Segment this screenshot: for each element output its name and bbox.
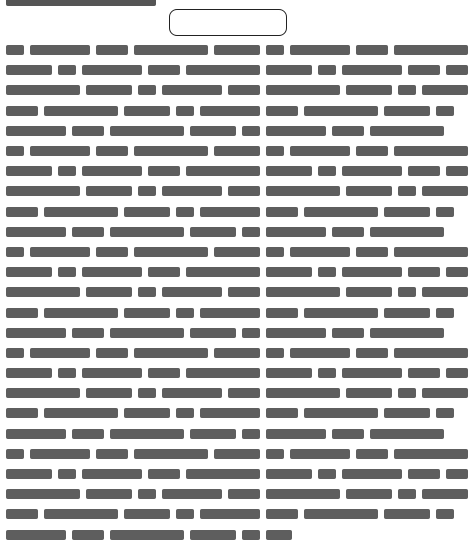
word-mark — [86, 186, 132, 196]
word-mark — [398, 287, 416, 297]
word-mark — [6, 328, 66, 338]
word-mark — [110, 429, 184, 439]
word-mark — [190, 126, 236, 136]
word-mark — [186, 267, 260, 277]
word-mark — [72, 530, 104, 540]
word-mark — [162, 186, 222, 196]
word-mark — [148, 368, 180, 378]
word-mark — [266, 106, 298, 116]
word-mark — [290, 45, 350, 55]
word-mark — [186, 368, 260, 378]
word-mark — [138, 489, 156, 499]
text-line — [6, 363, 468, 383]
word-mark — [346, 489, 392, 499]
word-mark — [6, 85, 80, 95]
word-mark — [6, 106, 38, 116]
word-mark — [6, 530, 66, 540]
word-mark — [384, 408, 430, 418]
word-mark — [110, 227, 184, 237]
word-mark — [138, 287, 156, 297]
word-mark — [332, 328, 364, 338]
word-mark — [6, 45, 24, 55]
word-mark — [384, 509, 430, 519]
word-mark — [342, 368, 402, 378]
word-mark — [242, 530, 260, 540]
word-mark — [110, 530, 184, 540]
word-mark — [30, 449, 90, 459]
word-mark — [96, 449, 128, 459]
word-mark — [6, 287, 80, 297]
text-line — [6, 141, 468, 161]
word-mark — [266, 489, 340, 499]
word-mark — [124, 408, 170, 418]
word-mark — [162, 489, 222, 499]
word-mark — [86, 85, 132, 95]
word-mark — [332, 126, 364, 136]
word-mark — [148, 166, 180, 176]
headline — [169, 9, 287, 36]
text-line — [6, 60, 468, 80]
word-mark — [30, 146, 90, 156]
word-mark — [214, 45, 260, 55]
word-mark — [242, 429, 260, 439]
word-mark — [228, 388, 260, 398]
word-mark — [266, 408, 298, 418]
word-mark — [96, 146, 128, 156]
word-mark — [384, 207, 430, 217]
text-line — [6, 101, 468, 121]
word-mark — [148, 267, 180, 277]
word-mark — [134, 146, 208, 156]
word-mark — [446, 469, 468, 479]
word-mark — [228, 186, 260, 196]
word-mark — [342, 469, 402, 479]
word-mark — [436, 308, 454, 318]
word-mark — [44, 509, 118, 519]
word-mark — [6, 489, 80, 499]
word-mark — [6, 408, 38, 418]
word-mark — [134, 247, 208, 257]
text-line — [6, 202, 468, 222]
word-mark — [318, 267, 336, 277]
word-mark — [370, 227, 444, 237]
word-mark — [304, 308, 378, 318]
word-mark — [266, 247, 284, 257]
word-mark — [6, 308, 38, 318]
word-mark — [266, 328, 326, 338]
word-mark — [394, 146, 468, 156]
word-mark — [342, 65, 402, 75]
word-mark — [72, 126, 104, 136]
word-mark — [176, 509, 194, 519]
word-mark — [266, 469, 312, 479]
news-clipping — [6, 0, 468, 552]
word-mark — [408, 166, 440, 176]
word-mark — [394, 45, 468, 55]
word-mark — [82, 166, 142, 176]
word-mark — [82, 65, 142, 75]
word-mark — [266, 449, 284, 459]
word-mark — [266, 85, 340, 95]
text-line — [6, 464, 468, 484]
word-mark — [110, 126, 184, 136]
word-mark — [398, 85, 416, 95]
word-mark — [408, 368, 440, 378]
word-mark — [190, 227, 236, 237]
word-mark — [138, 388, 156, 398]
word-mark — [266, 126, 326, 136]
word-mark — [176, 408, 194, 418]
word-mark — [30, 247, 90, 257]
word-mark — [422, 85, 468, 95]
word-mark — [370, 429, 444, 439]
word-mark — [6, 449, 24, 459]
word-mark — [200, 308, 260, 318]
word-mark — [44, 207, 118, 217]
word-mark — [346, 287, 392, 297]
text-line — [6, 222, 468, 242]
word-mark — [266, 186, 340, 196]
word-mark — [266, 388, 340, 398]
word-mark — [200, 106, 260, 116]
word-mark — [124, 106, 170, 116]
word-mark — [346, 388, 392, 398]
word-mark — [72, 328, 104, 338]
text-line — [6, 121, 468, 141]
word-mark — [6, 469, 52, 479]
word-mark — [138, 186, 156, 196]
word-mark — [228, 287, 260, 297]
word-mark — [134, 45, 208, 55]
word-mark — [176, 106, 194, 116]
word-mark — [266, 227, 326, 237]
word-mark — [82, 267, 142, 277]
word-mark — [44, 308, 118, 318]
text-line — [6, 262, 468, 282]
word-mark — [446, 65, 468, 75]
text-line — [6, 444, 468, 464]
word-mark — [266, 45, 284, 55]
word-mark — [290, 146, 350, 156]
word-mark — [6, 227, 66, 237]
word-mark — [318, 368, 336, 378]
word-mark — [124, 207, 170, 217]
word-mark — [86, 489, 132, 499]
word-mark — [304, 509, 378, 519]
word-mark — [304, 408, 378, 418]
word-mark — [408, 65, 440, 75]
word-mark — [356, 449, 388, 459]
word-mark — [436, 509, 454, 519]
word-mark — [214, 449, 260, 459]
word-mark — [342, 267, 402, 277]
word-mark — [266, 530, 292, 540]
word-mark — [186, 166, 260, 176]
word-mark — [266, 146, 284, 156]
word-mark — [200, 408, 260, 418]
word-mark — [398, 388, 416, 398]
text-line — [6, 181, 468, 201]
word-mark — [408, 267, 440, 277]
word-mark — [58, 65, 76, 75]
word-mark — [6, 186, 80, 196]
word-mark — [356, 348, 388, 358]
word-mark — [162, 287, 222, 297]
word-mark — [394, 247, 468, 257]
word-mark — [6, 126, 66, 136]
word-mark — [6, 388, 80, 398]
word-mark — [422, 186, 468, 196]
word-mark — [398, 186, 416, 196]
word-mark — [266, 65, 312, 75]
word-mark — [318, 469, 336, 479]
word-mark — [110, 328, 184, 338]
text-line — [6, 484, 468, 504]
word-mark — [138, 85, 156, 95]
word-mark — [72, 227, 104, 237]
word-mark — [408, 469, 440, 479]
word-mark — [6, 146, 24, 156]
word-mark — [436, 207, 454, 217]
word-mark — [436, 106, 454, 116]
word-mark — [86, 388, 132, 398]
article-body — [6, 40, 468, 545]
text-line — [6, 403, 468, 423]
word-mark — [318, 65, 336, 75]
word-mark — [162, 388, 222, 398]
word-mark — [266, 207, 298, 217]
word-mark — [266, 267, 312, 277]
word-mark — [200, 207, 260, 217]
text-line — [6, 40, 468, 60]
word-mark — [6, 247, 24, 257]
word-mark — [266, 368, 312, 378]
word-mark — [96, 45, 128, 55]
word-mark — [422, 287, 468, 297]
word-mark — [290, 348, 350, 358]
word-mark — [30, 348, 90, 358]
word-mark — [398, 489, 416, 499]
word-mark — [6, 348, 24, 358]
word-mark — [214, 348, 260, 358]
word-mark — [436, 408, 454, 418]
text-line — [6, 80, 468, 100]
word-mark — [422, 388, 468, 398]
text-line — [6, 525, 468, 545]
text-line — [6, 504, 468, 524]
word-mark — [422, 489, 468, 499]
word-mark — [370, 126, 444, 136]
word-mark — [190, 328, 236, 338]
word-mark — [6, 429, 66, 439]
word-mark — [162, 85, 222, 95]
word-mark — [242, 227, 260, 237]
word-mark — [304, 207, 378, 217]
text-line — [6, 343, 468, 363]
word-mark — [176, 207, 194, 217]
word-mark — [176, 308, 194, 318]
text-line — [6, 302, 468, 322]
word-mark — [356, 247, 388, 257]
word-mark — [214, 146, 260, 156]
word-mark — [96, 247, 128, 257]
word-mark — [266, 166, 312, 176]
word-mark — [266, 509, 298, 519]
word-mark — [134, 348, 208, 358]
word-mark — [134, 449, 208, 459]
text-line — [6, 383, 468, 403]
word-mark — [6, 509, 38, 519]
text-line — [6, 424, 468, 444]
word-mark — [370, 328, 444, 338]
word-mark — [290, 449, 350, 459]
word-mark — [186, 65, 260, 75]
word-mark — [332, 227, 364, 237]
word-mark — [72, 429, 104, 439]
word-mark — [44, 408, 118, 418]
word-mark — [242, 126, 260, 136]
word-mark — [446, 368, 468, 378]
word-mark — [394, 449, 468, 459]
word-mark — [342, 166, 402, 176]
word-mark — [304, 106, 378, 116]
word-mark — [394, 348, 468, 358]
text-line — [6, 161, 468, 181]
word-mark — [186, 469, 260, 479]
word-mark — [58, 368, 76, 378]
word-mark — [82, 368, 142, 378]
text-line — [6, 282, 468, 302]
word-mark — [318, 166, 336, 176]
text-line — [6, 323, 468, 343]
word-mark — [266, 287, 340, 297]
word-mark — [356, 45, 388, 55]
word-mark — [446, 166, 468, 176]
word-mark — [82, 469, 142, 479]
word-mark — [242, 328, 260, 338]
word-mark — [266, 348, 284, 358]
word-mark — [148, 469, 180, 479]
word-mark — [44, 106, 118, 116]
word-mark — [200, 509, 260, 519]
word-mark — [384, 106, 430, 116]
word-mark — [58, 267, 76, 277]
word-mark — [346, 85, 392, 95]
word-mark — [266, 308, 298, 318]
word-mark — [96, 348, 128, 358]
word-mark — [30, 45, 90, 55]
word-mark — [190, 429, 236, 439]
word-mark — [86, 287, 132, 297]
word-mark — [384, 308, 430, 318]
word-mark — [124, 308, 170, 318]
word-mark — [214, 247, 260, 257]
word-mark — [148, 65, 180, 75]
text-line — [6, 242, 468, 262]
word-mark — [346, 186, 392, 196]
word-mark — [332, 429, 364, 439]
word-mark — [356, 146, 388, 156]
word-mark — [124, 509, 170, 519]
word-mark — [58, 469, 76, 479]
word-mark — [6, 267, 52, 277]
word-mark — [6, 65, 52, 75]
word-mark — [228, 85, 260, 95]
word-mark — [266, 429, 326, 439]
cut-off-text-line — [6, 0, 156, 6]
word-mark — [6, 207, 38, 217]
word-mark — [290, 247, 350, 257]
word-mark — [228, 489, 260, 499]
word-mark — [6, 166, 52, 176]
word-mark — [6, 368, 52, 378]
word-mark — [446, 267, 468, 277]
word-mark — [58, 166, 76, 176]
word-mark — [190, 530, 236, 540]
